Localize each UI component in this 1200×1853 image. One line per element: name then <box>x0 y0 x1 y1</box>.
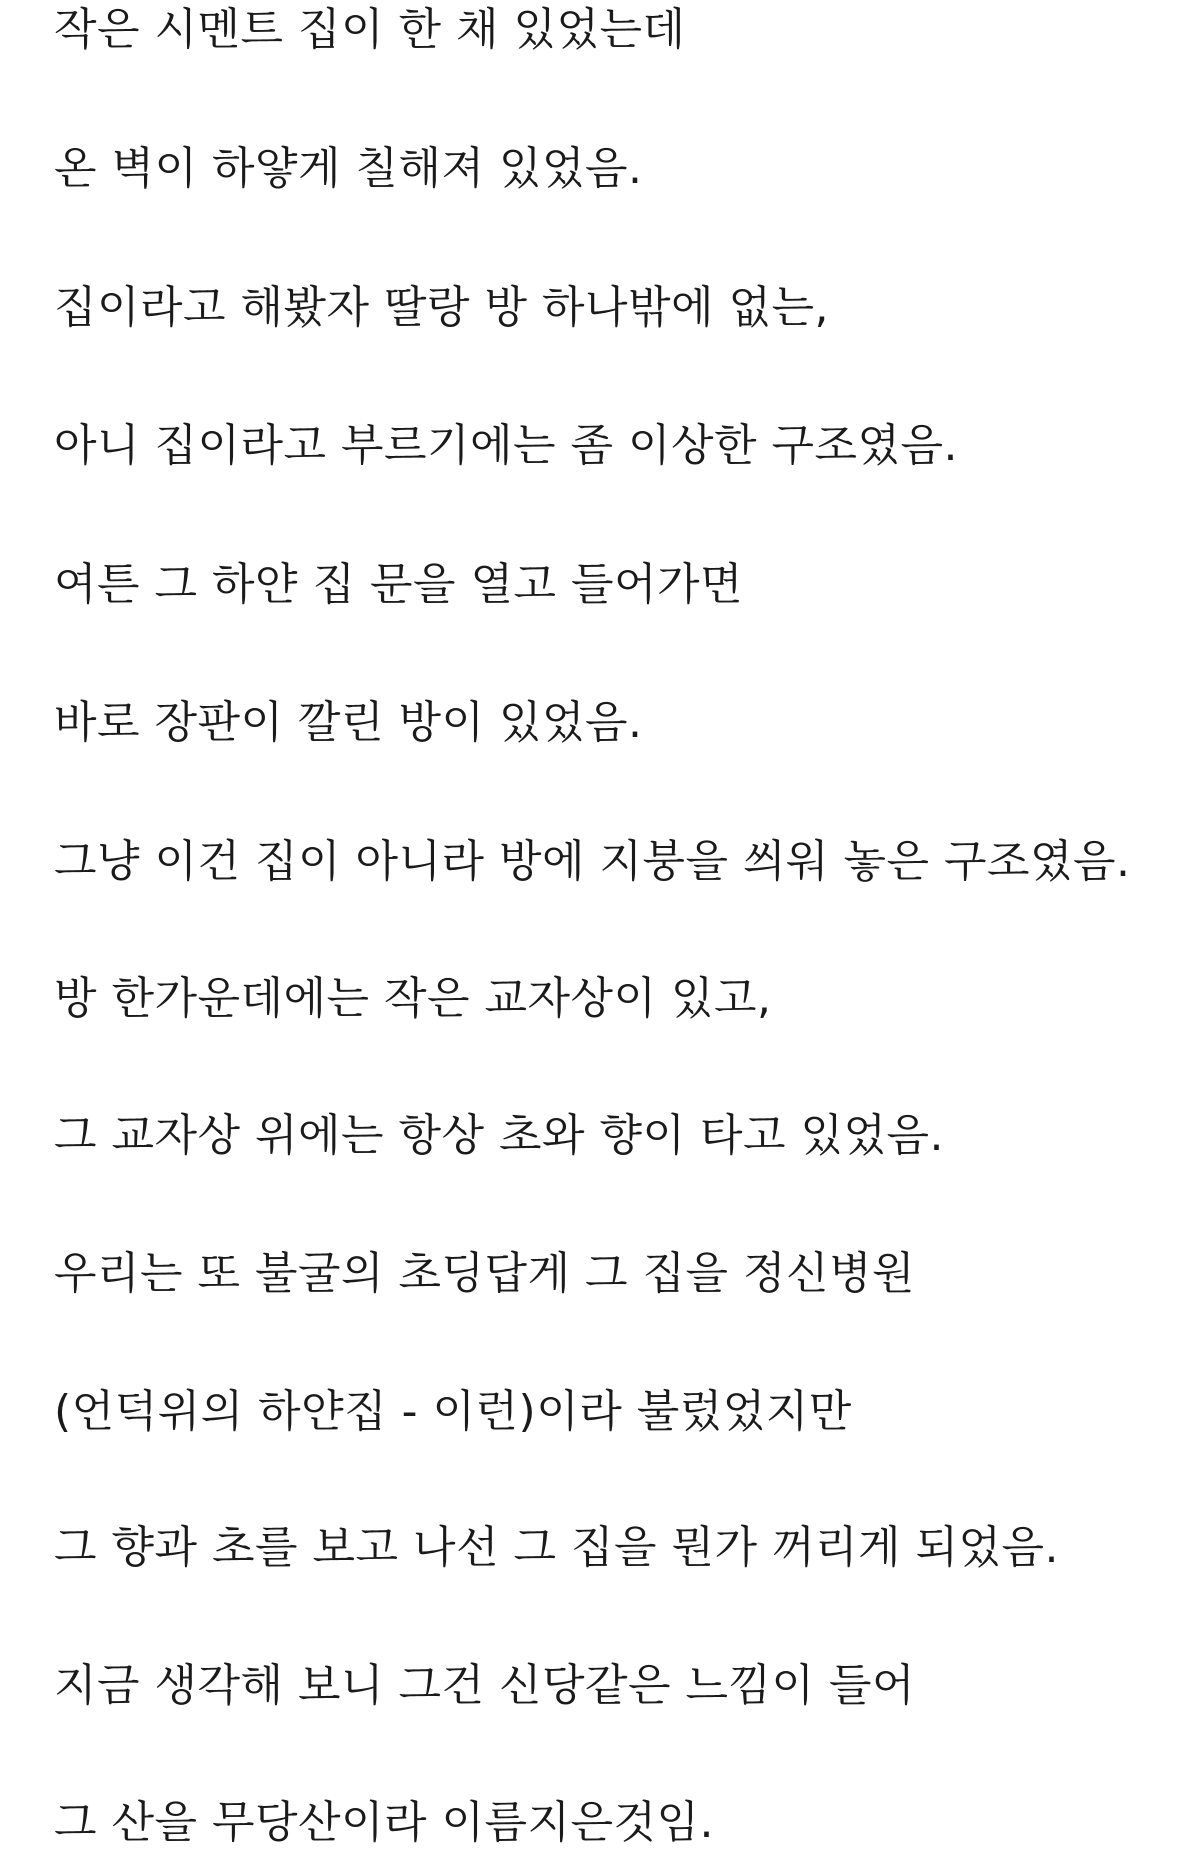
text-line: 우리는 또 불굴의 초딩답게 그 집을 정신병원 <box>54 1248 915 1299</box>
text-line: 작은 시멘트 집이 한 채 있었는데 <box>54 4 686 55</box>
text-line: 집이라고 해봤자 딸랑 방 하나밖에 없는, <box>54 282 829 333</box>
text-line: 방 한가운데에는 작은 교자상이 있고, <box>54 973 772 1024</box>
text-line: 지금 생각해 보니 그건 신당같은 느낌이 들어 <box>54 1660 915 1711</box>
text-line: 그 산을 무당산이라 이름지은것임. <box>54 1797 714 1848</box>
text-line: (언덕위의 하얀집 - 이런)이라 불렀었지만 <box>54 1386 852 1437</box>
text-line: 그 향과 초를 보고 나선 그 집을 뭔가 꺼리게 되었음. <box>54 1522 1059 1573</box>
text-line: 여튼 그 하얀 집 문을 열고 들어가면 <box>54 559 743 610</box>
text-line: 아니 집이라고 부르기에는 좀 이상한 구조였음. <box>54 420 958 471</box>
text-line: 그냥 이건 집이 아니라 방에 지붕을 씌워 놓은 구조였음. <box>54 836 1131 887</box>
text-line: 그 교자상 위에는 항상 초와 향이 타고 있었음. <box>54 1110 944 1161</box>
text-line: 바로 장판이 깔린 방이 있었음. <box>54 697 643 748</box>
text-line: 온 벽이 하얗게 칠해져 있었음. <box>54 143 643 194</box>
